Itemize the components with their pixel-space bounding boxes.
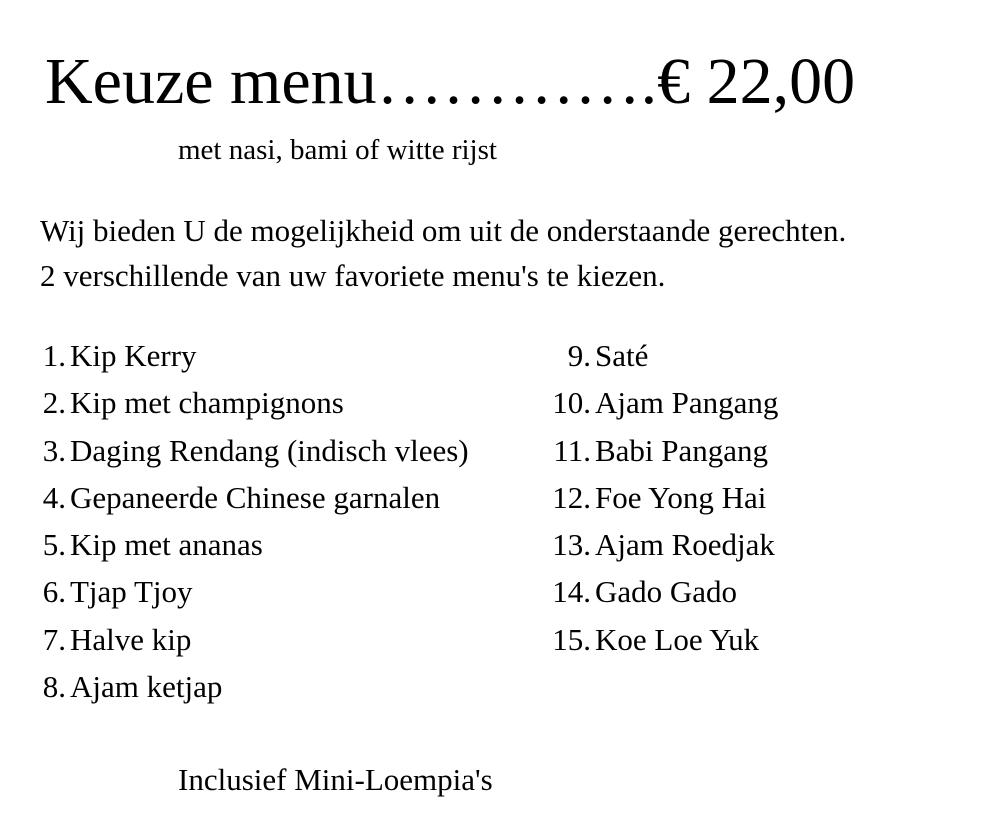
menu-item-number: 14.	[552, 574, 591, 610]
menu-item	[545, 568, 778, 615]
menu-item	[30, 474, 469, 521]
menu-list-right	[545, 332, 778, 663]
menu-item	[545, 379, 778, 426]
menu-item-name: Ajam Roedjak	[595, 527, 775, 563]
menu-item-name: Daging Rendang (indisch vlees)	[70, 432, 469, 468]
menu-item-number: 3.	[42, 432, 66, 468]
menu-item-name: Kip met ananas	[70, 527, 263, 563]
menu-item	[545, 521, 778, 568]
menu-item-number: 10.	[552, 385, 591, 421]
menu-item	[30, 427, 469, 474]
menu-item-name: Foe Yong Hai	[595, 479, 767, 515]
menu-item-name: Gado Gado	[595, 574, 738, 610]
menu-item	[30, 568, 469, 615]
menu-item	[30, 521, 469, 568]
menu-item	[545, 474, 778, 521]
menu-item	[545, 427, 778, 474]
menu-item-number: 12.	[552, 479, 591, 515]
menu-item-number: 7.	[42, 621, 66, 657]
menu-item-name: Koe Loe Yuk	[595, 621, 760, 657]
menu-item-name: Ajam ketjap	[70, 669, 223, 705]
menu-item-name: Tjap Tjoy	[70, 574, 193, 610]
menu-item-name: Kip Kerry	[70, 338, 197, 373]
menu-subtitle: met nasi, bami of witte rijst	[178, 134, 497, 166]
menu-item-number: 9.	[567, 338, 591, 373]
menu-item-number: 15.	[552, 621, 591, 657]
menu-title: Keuze menu………….€ 22,00	[45, 45, 856, 118]
menu-list-left	[30, 332, 469, 710]
menu-item-number: 4.	[42, 479, 66, 515]
intro-text	[40, 208, 846, 298]
menu-item-number: 2.	[42, 385, 66, 421]
menu-item-name: Ajam Pangang	[595, 385, 779, 421]
menu-item-number: 5.	[42, 527, 66, 563]
menu-item	[30, 663, 469, 710]
menu-item	[545, 332, 778, 379]
menu-item-number: 6.	[42, 574, 66, 610]
menu-item-number: 1.	[42, 338, 66, 373]
intro-line: Wij bieden U de mogelijkheid om uit de onderstaande gerechten.	[40, 213, 847, 248]
menu-item-number: 13.	[552, 527, 591, 563]
menu-item-number: 11.	[553, 432, 591, 468]
menu-item-name: Kip met champignons	[70, 385, 344, 421]
menu-item-name: Gepaneerde Chinese garnalen	[70, 479, 441, 515]
menu-item	[545, 616, 778, 663]
menu-item-name: Babi Pangang	[595, 432, 769, 468]
menu-item	[30, 332, 469, 379]
footer-note: Inclusief Mini-Loempia's	[178, 762, 493, 797]
menu-item-name: Saté	[595, 338, 649, 373]
menu-item-number: 8.	[42, 669, 66, 705]
intro-line: 2 verschillende van uw favoriete menu's te kiezen.	[40, 258, 666, 293]
menu-item	[30, 379, 469, 426]
menu-item	[30, 616, 469, 663]
menu-item-name: Halve kip	[70, 621, 192, 657]
